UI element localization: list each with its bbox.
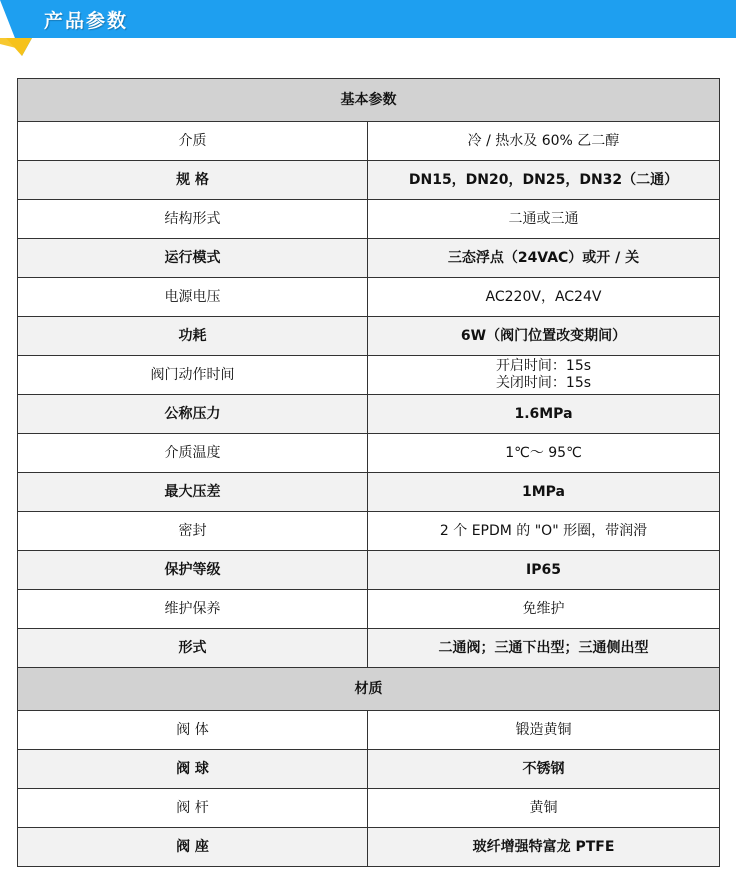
row-label: 阀门动作时间 bbox=[18, 356, 368, 395]
table-row bbox=[18, 789, 720, 828]
row-value: IP65 bbox=[368, 551, 720, 590]
row-label: 最大压差 bbox=[18, 473, 368, 512]
open-time: 开启时间：15s bbox=[495, 358, 592, 374]
table-row bbox=[18, 200, 720, 239]
table-row bbox=[18, 395, 720, 434]
page-title: 产品参数 bbox=[44, 10, 129, 32]
table-row bbox=[18, 317, 720, 356]
close-time: 关闭时间：15s bbox=[495, 375, 592, 391]
table-row bbox=[18, 629, 720, 668]
table-row bbox=[18, 711, 720, 750]
row-label: 规 格 bbox=[18, 161, 368, 200]
table-row bbox=[18, 122, 720, 161]
row-value: 二通或三通 bbox=[368, 200, 720, 239]
table-row bbox=[18, 356, 720, 395]
table-row bbox=[18, 512, 720, 551]
product-parameters-table bbox=[17, 78, 720, 867]
row-label: 维护保养 bbox=[18, 590, 368, 629]
row-label: 保护等级 bbox=[18, 551, 368, 590]
table-row bbox=[18, 750, 720, 789]
row-value: 二通阀；三通下出型；三通侧出型 bbox=[368, 629, 720, 668]
row-value: DN15，DN20，DN25，DN32（二通） bbox=[368, 161, 720, 200]
section-title: 材质 bbox=[18, 668, 720, 711]
table-row bbox=[18, 473, 720, 512]
section-title: 基本参数 bbox=[18, 79, 720, 122]
row-label: 阀 杆 bbox=[18, 789, 368, 828]
row-label: 阀 座 bbox=[18, 828, 368, 867]
table-row bbox=[18, 551, 720, 590]
row-label: 公称压力 bbox=[18, 395, 368, 434]
row-value: 2 个 EPDM 的 "O" 形圈，带润滑 bbox=[368, 512, 720, 551]
table-row bbox=[18, 590, 720, 629]
row-label: 密封 bbox=[18, 512, 368, 551]
row-label: 阀 体 bbox=[18, 711, 368, 750]
section-header-basic bbox=[18, 79, 720, 122]
row-value bbox=[368, 356, 720, 395]
row-value: 6W（阀门位置改变期间） bbox=[368, 317, 720, 356]
table-row bbox=[18, 278, 720, 317]
row-value: AC220V，AC24V bbox=[368, 278, 720, 317]
row-label: 介质温度 bbox=[18, 434, 368, 473]
table-row bbox=[18, 239, 720, 278]
row-value: 1.6MPa bbox=[368, 395, 720, 434]
row-value: 黄铜 bbox=[368, 789, 720, 828]
row-value: 锻造黄铜 bbox=[368, 711, 720, 750]
row-value: 不锈钢 bbox=[368, 750, 720, 789]
row-label: 电源电压 bbox=[18, 278, 368, 317]
row-value: 1MPa bbox=[368, 473, 720, 512]
row-label: 结构形式 bbox=[18, 200, 368, 239]
section-header-material bbox=[18, 668, 720, 711]
row-label: 形式 bbox=[18, 629, 368, 668]
row-label: 功耗 bbox=[18, 317, 368, 356]
table-row bbox=[18, 828, 720, 867]
header-banner bbox=[0, 0, 736, 40]
row-value: 免维护 bbox=[368, 590, 720, 629]
row-value: 冷 / 热水及 60% 乙二醇 bbox=[368, 122, 720, 161]
row-label: 阀 球 bbox=[18, 750, 368, 789]
row-label: 介质 bbox=[18, 122, 368, 161]
row-value: 1℃～ 95℃ bbox=[368, 434, 720, 473]
table-row bbox=[18, 161, 720, 200]
row-label: 运行模式 bbox=[18, 239, 368, 278]
row-value: 三态浮点（24VAC）或开 / 关 bbox=[368, 239, 720, 278]
row-value: 玻纤增强特富龙 PTFE bbox=[368, 828, 720, 867]
table-row bbox=[18, 434, 720, 473]
